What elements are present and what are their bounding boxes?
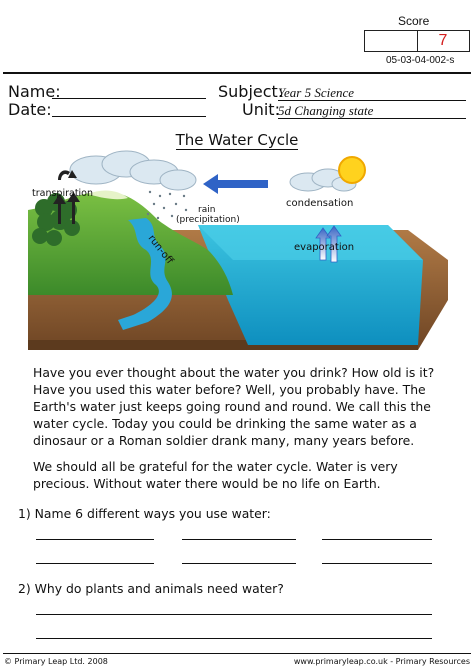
question-1: 1) Name 6 different ways you use water: xyxy=(18,506,271,521)
answer-line[interactable] xyxy=(36,563,154,564)
cloud-icon xyxy=(70,151,196,190)
top-rule xyxy=(3,72,471,74)
worksheet-code: 05-03-04-002-s xyxy=(386,55,455,66)
answer-line[interactable] xyxy=(322,539,432,540)
date-label: Date: xyxy=(8,100,52,119)
sun-icon xyxy=(339,157,365,183)
label-transpiration: transpiration xyxy=(32,188,94,199)
subject-label: Subject: xyxy=(218,82,284,101)
name-label: Name: xyxy=(8,82,61,101)
answer-line[interactable] xyxy=(322,563,432,564)
answer-line[interactable] xyxy=(36,638,432,639)
wind-arrow-icon xyxy=(203,174,268,194)
label-evaporation: evaporation xyxy=(294,242,355,253)
intro-paragraph: Have you ever thought about the water you drink? How old is it? Have you used this water before? Well, you probably have. The Earth's water just keeps going round and round. We call this the water cycle. Today you could be drinking the same water as a dinosaur or a Roman soldier drank many, many years before. xyxy=(33,365,435,448)
footer-website: www.primaryleap.co.uk - Primary Resources xyxy=(293,657,470,666)
score-value: 7 xyxy=(438,32,448,49)
name-field[interactable] xyxy=(52,98,206,99)
subject-line xyxy=(278,100,466,101)
worksheet-title: The Water Cycle xyxy=(175,131,299,149)
date-field[interactable] xyxy=(52,116,206,117)
subject-value: Year 5 Science xyxy=(278,85,355,100)
label-precipitation: (precipitation) xyxy=(176,215,240,225)
question-2: 2) Why do plants and animals need water? xyxy=(18,581,284,596)
unit-label: Unit: xyxy=(242,100,280,119)
label-condensation: condensation xyxy=(286,198,354,209)
label-run-off: run-off xyxy=(145,233,175,267)
answer-line[interactable] xyxy=(36,539,154,540)
water-cycle-diagram xyxy=(28,150,448,355)
footer-rule xyxy=(3,653,471,654)
unit-value: 5d Changing state xyxy=(278,103,374,118)
closing-paragraph: We should all be grateful for the water cycle. Water is very precious. Without water there would be no life on Earth. xyxy=(33,459,398,491)
answer-line[interactable] xyxy=(182,563,296,564)
unit-line xyxy=(278,118,466,119)
score-label: Score xyxy=(398,14,430,28)
answer-line[interactable] xyxy=(182,539,296,540)
footer-copyright: © Primary Leap Ltd. 2008 xyxy=(4,657,108,666)
score-box xyxy=(364,30,470,52)
label-rain: rain xyxy=(198,205,216,215)
answer-line[interactable] xyxy=(36,614,432,615)
